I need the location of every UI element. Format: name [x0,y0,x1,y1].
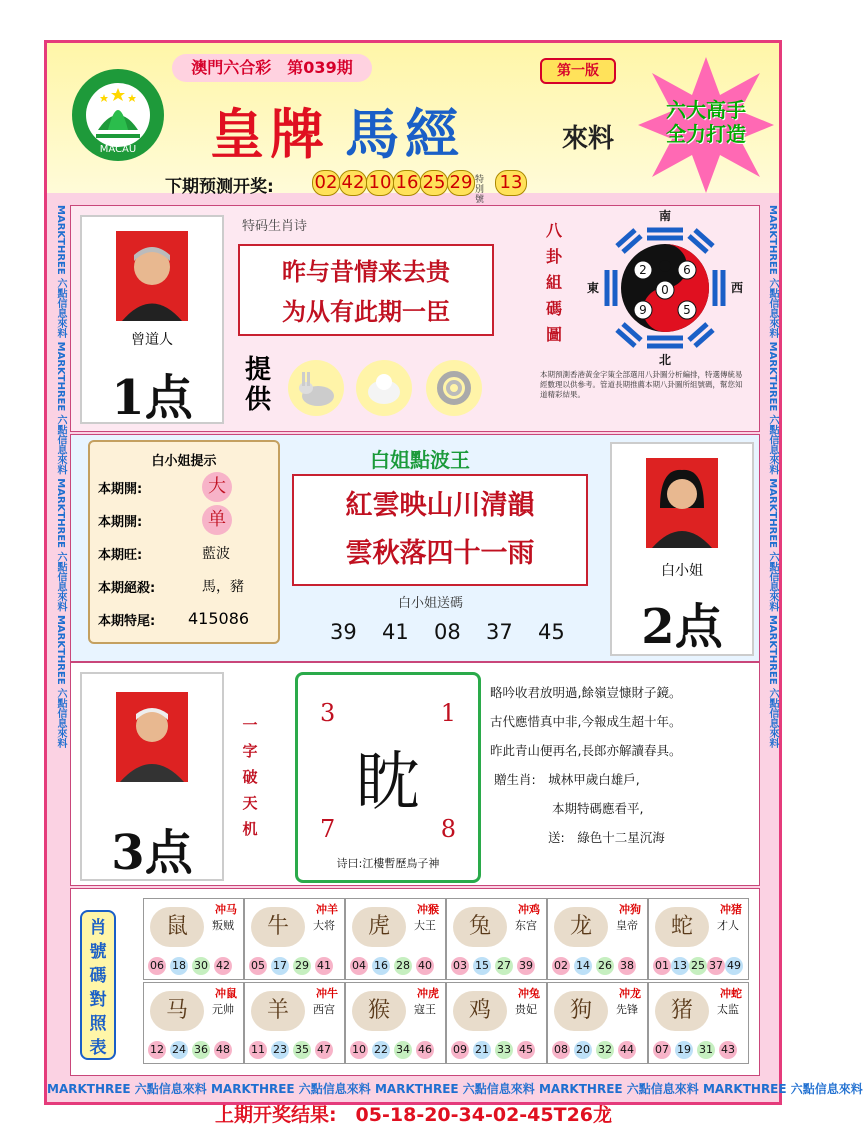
zodiac-cell [244,982,345,1064]
chong-label: 冲虎 [417,987,439,1000]
slogan [648,98,764,146]
title-part-2: 馬經 [345,102,465,166]
chong-label: 冲蛇 [720,987,742,1000]
zodiac-cell [648,898,749,980]
predict-ball: 42 [339,170,367,196]
edition-badge: 第一版 [540,58,616,84]
zodiac-cell [446,898,547,980]
slogan-line-2: 全力打造 [666,122,746,146]
predict-ball: 02 [312,170,340,196]
predict-ball: 25 [420,170,448,196]
zodiac-number: 03 [451,957,469,975]
zodiac-number: 04 [350,957,368,975]
animal-title: 先锋 [616,1003,638,1016]
chong-label: 冲龙 [619,987,641,1000]
chong-label: 冲羊 [316,903,338,916]
hint-label: 本期開: [98,482,143,497]
zodiac-number: 20 [574,1041,592,1059]
person-name-2: 白小姐 [661,563,703,579]
chong-label: 冲猪 [720,903,742,916]
person-photo-1 [116,231,188,321]
table-side-char: 照 [89,1014,107,1034]
bagua-dir-west: 西 [730,281,744,295]
hint-label: 本期旺: [98,548,143,563]
animal-icon: 蛇 [655,907,709,947]
send-number: 39 [330,620,357,644]
animal-title: 元帅 [212,1003,234,1016]
riddle-box [295,672,481,883]
hint-value: 藍波 [202,546,230,562]
verse-line: 本期特碼應看平, [552,801,644,816]
zodiac-number: 41 [315,957,333,975]
person-card-3 [80,672,224,881]
predict-ball: 29 [447,170,475,196]
bagua-number: 5 [683,303,691,317]
table-side-char: 對 [89,990,107,1010]
zodiac-number: 44 [618,1041,636,1059]
hint-value: 415086 [188,609,250,628]
poem-2-line-1: 紅雲映山川清韻 [345,490,535,521]
zodiac-number: 11 [249,1041,267,1059]
hint-value: 大 [202,472,232,502]
special-number: 13 [495,170,527,196]
verse-line: 古代應惜真中非,今報成生超十年。 [490,714,682,729]
table-side-char: 表 [89,1038,107,1058]
chong-label: 冲鼠 [215,987,237,1000]
person-card-1 [80,215,224,424]
zodiac-number: 27 [495,957,513,975]
issue-badge: 澳門六合彩 第039期 [172,54,372,82]
rabbit-icon [288,360,344,416]
zodiac-number: 32 [596,1041,614,1059]
bagua-dir-south: 南 [658,209,672,223]
zodiac-number: 49 [725,957,743,975]
poem-box-2 [292,474,588,586]
corner-bottom-left: 7 [320,815,336,843]
corner-top-left: 3 [320,699,336,727]
zodiac-number: 26 [596,957,614,975]
slogan-line-1: 六大高手 [666,98,746,122]
zodiac-number: 12 [148,1041,166,1059]
zodiac-number: 34 [394,1041,412,1059]
zodiac-number: 40 [416,957,434,975]
zodiac-number: 37 [707,957,725,975]
macau-emblem [68,60,168,180]
zodiac-number: 17 [271,957,289,975]
zodiac-cell [547,982,648,1064]
one-char-label-char: 一 [242,716,258,734]
animal-title: 西宫 [313,1003,335,1016]
zodiac-number: 39 [517,957,535,975]
animal-title: 东宫 [515,919,537,932]
zodiac-cell [547,898,648,980]
table-side-title [80,910,116,1060]
bagua-number: 9 [639,303,647,317]
zodiac-number: 07 [653,1041,671,1059]
zodiac-cell [648,982,749,1064]
hint-value: 馬，豬 [202,579,244,595]
animal-icon: 猴 [352,991,406,1031]
poem-2-line-2: 雲秋落四十一雨 [345,538,535,569]
person-photo-3 [116,692,188,782]
send-number: 08 [434,620,461,644]
animal-title: 寇王 [414,1003,436,1016]
hint-rows [90,472,278,634]
bagua-title-char: 圖 [545,325,562,344]
zodiac-number: 43 [719,1041,737,1059]
one-char-label-char: 天 [242,794,258,812]
send-number: 45 [538,620,565,644]
zodiac-number: 47 [315,1041,333,1059]
predict-label: 下期预测开奖: [165,177,274,197]
table-side-char: 肖 [89,918,107,938]
bagua-title-char: 卦 [545,247,562,266]
hint-box [88,440,280,644]
points-1: 1点 [111,370,193,426]
points-3: 3点 [111,825,193,881]
table-side-char: 號 [89,942,107,962]
snake-icon [426,360,482,416]
bagua-title-char: 碼 [545,299,562,318]
zodiac-number: 48 [214,1041,232,1059]
verse-line: 贈生肖: 城林甲歲白雄戶, [494,772,640,787]
bagua-dir-north: 北 [658,353,672,367]
footer-band: MARKTHREE 六點信息來料 MARKTHREE 六點信息來料 MARKTHREE 六點信息來料 MARKTHREE 六點信息來料 MARKTHREE 六點信息來料 [47,1082,863,1096]
animal-icon: 狗 [554,991,608,1031]
person-photo-2 [646,458,718,548]
zodiac-number: 19 [675,1041,693,1059]
animal-icon: 龙 [554,907,608,947]
one-char-label [238,712,262,842]
zodiac-number: 18 [170,957,188,975]
verse-line: 送: 綠色十二星沉海 [548,830,665,845]
zodiac-number: 45 [517,1041,535,1059]
verses [490,678,752,852]
zodiac-cell [143,898,244,980]
verse-line: 略吟收君放明過,餘嶺豈慷財子鏡。 [490,685,682,700]
zodiac-cell [446,982,547,1064]
animal-title: 大将 [313,919,335,932]
person-card-2 [610,442,754,656]
zodiac-number: 25 [689,957,707,975]
zodiac-number: 22 [372,1041,390,1059]
corner-bottom-right: 8 [440,815,456,843]
zodiac-cell [345,898,446,980]
bagua-diagram [585,208,745,368]
predict-ball: 10 [366,170,394,196]
zodiac-cell [345,982,446,1064]
animal-icon: 猪 [655,991,709,1031]
bagua-note: 本期預測香港黃金字策全部選用八卦圖分析編排，特選傳統易經數理以供參考。管道長期推薦本期八卦圖所組號碼，幫您知道精彩結果。 [540,370,743,399]
one-char-label-char: 破 [242,768,258,786]
zodiac-number: 36 [192,1041,210,1059]
zodiac-number: 02 [552,957,570,975]
table-side-char: 碼 [89,966,107,986]
send-label: 白小姐送碼 [398,596,464,611]
hint-row [90,505,278,535]
zodiac-number: 13 [671,957,689,975]
zodiac-number: 10 [350,1041,368,1059]
provide-label: 提供 [245,355,272,415]
zodiac-number: 15 [473,957,491,975]
zodiac-number: 28 [394,957,412,975]
hint-label: 本期特尾: [98,614,156,629]
chong-label: 冲狗 [619,903,641,916]
bagua-title-char: 組 [545,273,562,292]
last-result: 上期开奖结果: 05-18-20-34-02-45T26龙 [214,1104,613,1126]
hint-row [90,604,278,634]
bagua-dir-east: 東 [586,281,600,295]
hint-label: 本期絕殺: [98,581,156,596]
hint-title: 白小姐提示 [151,454,217,469]
chong-label: 冲鸡 [518,903,540,916]
sheep-icon [356,360,412,416]
send-number: 37 [486,620,513,644]
animal-title: 大王 [414,919,436,932]
corner-top-right: 1 [440,699,456,727]
zodiac-number: 35 [293,1041,311,1059]
zodiac-number: 31 [697,1041,715,1059]
special-label: 特別號 [475,175,485,205]
verse-line: 昨此青山便再名,長郎亦解讀春具。 [490,743,682,758]
title-part-1: 皇牌 [210,102,330,166]
zodiac-number: 30 [192,957,210,975]
animal-title: 皇帝 [616,919,638,932]
zodiac-number: 24 [170,1041,188,1059]
predict-ball: 16 [393,170,421,196]
chong-label: 冲马 [215,903,237,916]
bagua-number: 0 [661,283,669,297]
animal-icon: 鸡 [453,991,507,1031]
bagua-title [540,218,568,348]
hint-row [90,472,278,502]
animal-title: 才人 [717,919,739,932]
bagua-title-char: 八 [545,221,562,240]
zodiac-number: 16 [372,957,390,975]
subtitle: 來料 [562,124,615,154]
animal-icon: 兔 [453,907,507,947]
side-text-left: MARKTHREE 六點信息來料 MARKTHREE 六點信息來料 MARKTHREE 六點信息來料 MARKTHREE 六點信息來料 [55,205,66,749]
zodiac-number: 33 [495,1041,513,1059]
section-2-title: 白姐點波王 [370,448,470,472]
chong-label: 冲兔 [518,987,540,1000]
zodiac-cell [143,982,244,1064]
poem-label-1: 特码生肖诗 [242,219,308,234]
send-number: 41 [382,620,409,644]
zodiac-number: 29 [293,957,311,975]
zodiac-number: 06 [148,957,166,975]
zodiac-number: 08 [552,1041,570,1059]
one-char-label-char: 字 [242,742,258,760]
poem-1-line-2: 为从有此期一臣 [282,297,450,326]
one-char-label-char: 机 [242,820,258,838]
emblem-caption: MACAU [99,144,137,155]
hint-label: 本期開: [98,515,143,530]
zodiac-number: 14 [574,957,592,975]
animal-icon: 牛 [251,907,305,947]
hint-row [90,571,278,601]
person-name-1: 曾道人 [131,332,173,348]
points-2: 2点 [641,599,723,655]
side-text-right: MARKTHREE 六點信息來料 MARKTHREE 六點信息來料 MARKTHREE 六點信息來料 MARKTHREE 六點信息來料 [767,205,778,749]
bagua-number: 2 [639,263,647,277]
chong-label: 冲猴 [417,903,439,916]
zodiac-number: 01 [653,957,671,975]
animal-title: 贵妃 [515,1003,537,1016]
animal-icon: 虎 [352,907,406,947]
animal-title: 太监 [717,1003,739,1016]
riddle-character: 眈 [356,746,420,820]
zodiac-number: 38 [618,957,636,975]
bagua-number: 6 [683,263,691,277]
poem-1-line-1: 昨与昔情来去贵 [282,257,450,286]
zodiac-number: 09 [451,1041,469,1059]
hint-row [90,538,278,568]
chong-label: 冲牛 [316,987,338,1000]
zodiac-number: 21 [473,1041,491,1059]
zodiac-number: 05 [249,957,267,975]
animal-icon: 羊 [251,991,305,1031]
zodiac-cell [244,898,345,980]
poem-box-1 [238,244,494,336]
hint-value: 单 [202,505,232,535]
zodiac-number: 42 [214,957,232,975]
zodiac-number: 23 [271,1041,289,1059]
animal-title: 叛贼 [212,919,234,932]
poem-caption: 诗曰:江樓暫歷鳥子神 [336,857,440,870]
animal-icon: 鼠 [150,907,204,947]
zodiac-number: 46 [416,1041,434,1059]
animal-icon: 马 [150,991,204,1031]
